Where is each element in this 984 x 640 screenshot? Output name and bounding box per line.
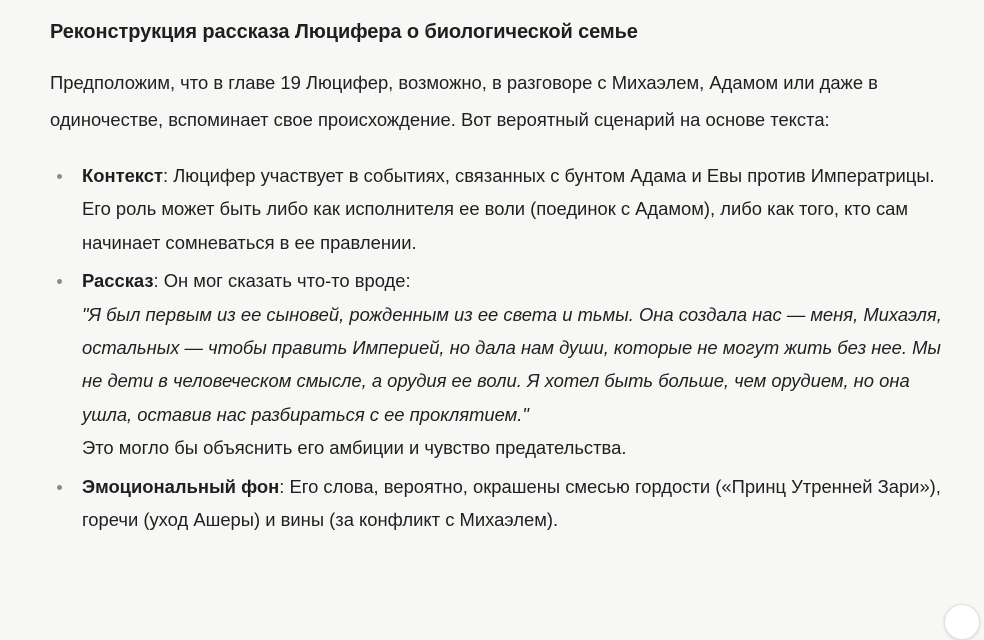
item-text: : Его слова, вероятно, окрашены смесью гордости («Принц Утренней Зари»), горечи (уход Ашеры) и вины (за конфликт с Михаэлем). <box>82 475 941 531</box>
list-item-context <box>50 159 950 259</box>
item-term: Контекст <box>82 165 163 186</box>
section-heading: Реконструкция рассказа Люцифера о биологической семье <box>50 21 638 43</box>
item-text: : Люцифер участвует в событиях, связанных с бунтом Адама и Евы против Императрицы. Его роль может быть либо как исполнителя ее воли (поединок с Адамом), либо как того, кто сам начинает сомневаться в ее правлении. <box>82 165 935 253</box>
item-quote: "Я был первым из ее сыновей, рожденным из ее света и тьмы. Она создала нас — меня, Михаэля, остальных — чтобы править Империей, но дала нам души, которые не могут жить без нее. Мы не дети в человеческом смысле, а орудия ее воли. Я хотел быть больше, чем орудием, но она ушла, оставив нас разбираться с ее проклятием." <box>82 303 942 425</box>
item-after-quote: Это могло бы объяснить его амбиции и чувство предательства. <box>82 437 627 459</box>
list-item-story <box>50 264 950 464</box>
list-item-emotional-background <box>50 470 950 537</box>
item-text: : Он мог сказать что-то вроде: <box>153 270 411 292</box>
bullet-dot-icon <box>57 174 62 179</box>
bullet-dot-icon <box>57 485 62 490</box>
message-content <box>50 18 950 541</box>
item-term: Рассказ <box>82 270 154 292</box>
scroll-to-bottom-button[interactable] <box>944 604 980 640</box>
bullet-dot-icon <box>57 279 62 284</box>
intro-paragraph: Предположим, что в главе 19 Люцифер, возможно, в разговоре с Михаэлем, Адамом или даже в одиночестве, вспоминает свое происхождение. Вот вероятный сценарий на основе текста: <box>50 72 878 130</box>
item-term: Эмоциональный фон <box>82 475 280 497</box>
bullet-list <box>50 159 950 536</box>
